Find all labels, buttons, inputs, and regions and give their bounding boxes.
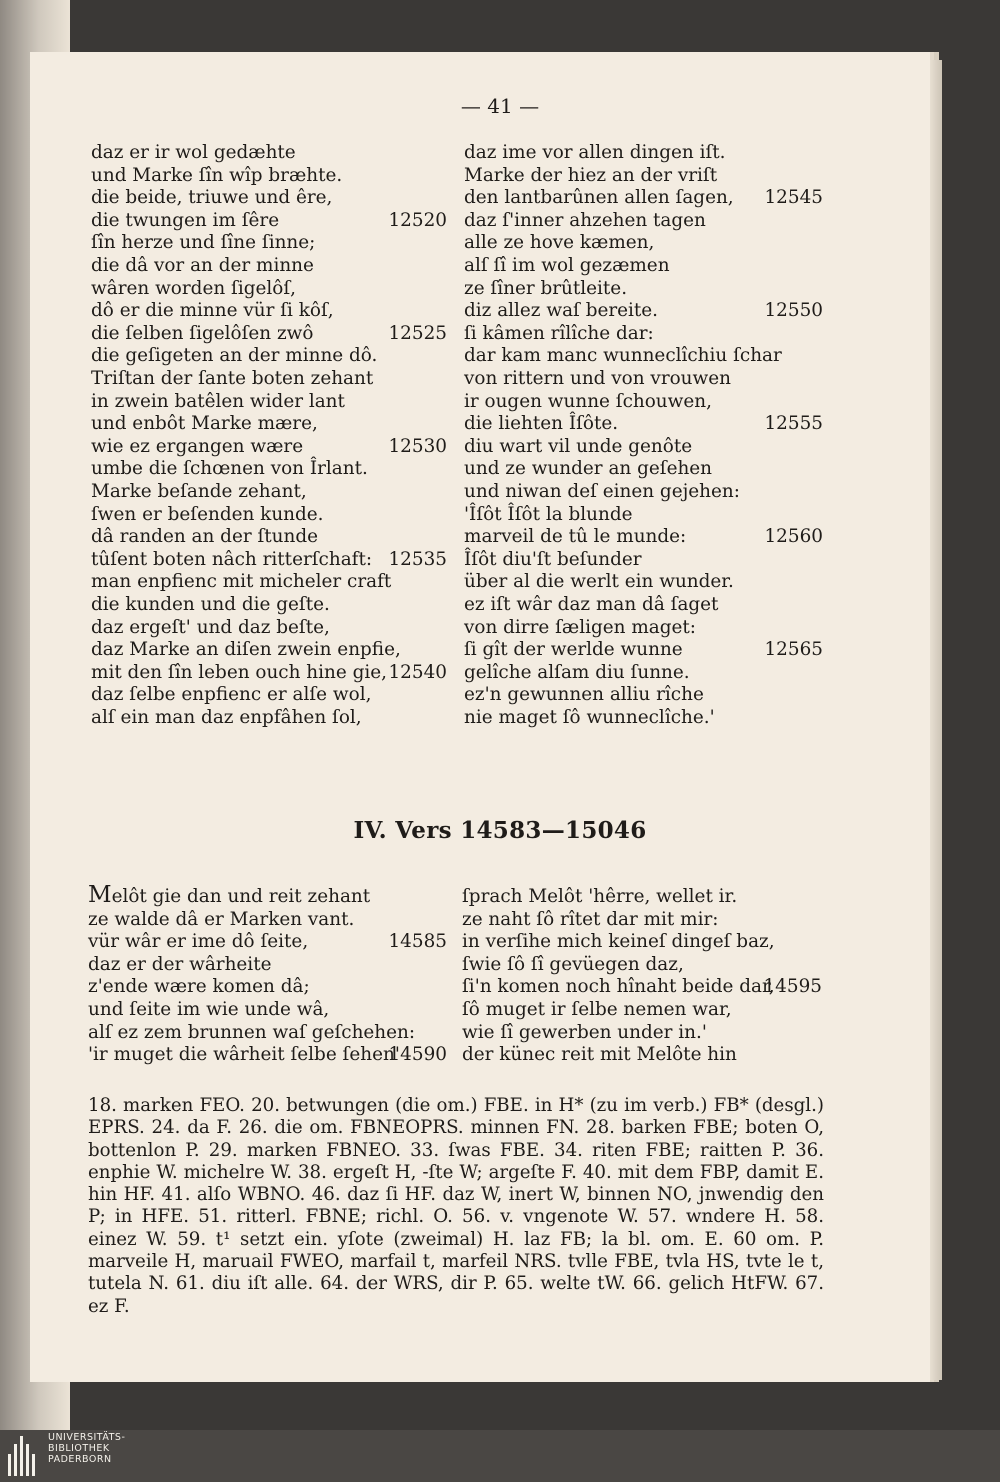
logo-line-1: UNIVERSITÄTS- (48, 1432, 126, 1443)
verse-line: die liehten Îſôte. (464, 413, 619, 435)
verse-line: ſi'n komen noch hînaht beide dar, (462, 976, 775, 998)
verse-line: daz ime vor allen dingen iſt. (464, 142, 726, 163)
verse-number: 12555 (764, 413, 823, 435)
verse-number: 14585 (388, 931, 447, 953)
verse-line: in verſihe mich keineſ dingeſ baz, (462, 931, 775, 953)
critical-apparatus-footnotes: 18. marken FEO. 20. betwungen (die om.) FBE. in H* (zu im verb.) FB* (desgl.) EPRS. 24. da F. 26. die om. FBNEOPRS. minnen FN. 28. barken FBE; boten O, bottenlon P. 29. marken FBNEO. 33. ſwas FBE. 34. riten FBE; raitten P. 36. enphie W. michelre W. 38. ergeſt H, -ſte W; argeſte F. 40. mit dem FBP, damit E. hin HF. 41. alſo WBNO. 46. daz ſi HF. daz W, inert W, binnen NO, jnwendig den P; in HFE. 51. ritterl. FBNE; richl. O. 56. v. vngenote W. 57. wndere H. 58. einez W. 59. t¹ setzt ein. yſote (zweimal) H. laz FB; la bl. om. E. 60 om. P. marveile H, maruail FWEO, marfail t, marfeil NRS. tvlle FBE, tvla HS, tvte le t, tutela N. 61. diu iſt alle. 64. der WRS, dir P. 65. welte tW. 66. gelich HtFW. 67. ez F. (88, 1095, 824, 1317)
verse-line: ſîn herze und ſîne ſinne; (91, 232, 316, 254)
verse-line: 'ir muget die wârheit ſelbe ſehen' (88, 1044, 400, 1066)
page-edge (930, 60, 942, 1380)
verse-number: 14595 (763, 976, 822, 998)
verse-line: von dirre ſæligen maget: (464, 616, 696, 638)
verse-line-text: elôt gie dan und reit zehant (111, 886, 371, 907)
verse-line: die beide, triuwe und êre, (91, 187, 333, 209)
verse-line: ze walde dâ er Marken vant. (88, 908, 355, 930)
verse-line: ſô muget ir ſelbe nemen war, (462, 999, 732, 1020)
verse-line: die ſelben ſigelôſen zwô (91, 322, 314, 344)
verse-line: daz er ir wol gedæhte (91, 142, 296, 163)
verse-line: marveil de tû le munde: (464, 526, 687, 548)
verse-line: dô er die minne vür ſi kôſ, (91, 300, 334, 322)
verse-line: und enbôt Marke mære, (91, 413, 318, 435)
verse-line: ſi gît der werlde wunne (464, 639, 683, 661)
verse-line: die kunden und die geſte. (91, 594, 330, 615)
verse-line: dâ randen an der ſtunde (91, 526, 319, 548)
verse-number: 12535 (388, 548, 447, 570)
verse-line: daz ergeſt' und daz beſte, (91, 616, 330, 638)
verse-line: wâren worden ſigelôſ, (91, 277, 296, 299)
verse-line: daz ſ'inner ahzehen tagen (464, 209, 706, 231)
verse-line: alſ ſî im wol gezæmen (464, 255, 670, 276)
verse-line: und niwan deſ einen gejehen: (464, 481, 740, 502)
verse-line: vür wâr er ime dô ſeite, (88, 931, 309, 953)
verse-line: den lantbarûnen allen ſagen, (464, 187, 734, 209)
page-number: — 41 — (460, 94, 540, 118)
verse-line: alle ze hove kæmen, (464, 232, 655, 254)
verse-number: 12520 (388, 209, 447, 231)
verse-line: von rittern und von vrouwen (464, 368, 731, 389)
verse-line: Triſtan der ſante boten zehant (91, 368, 374, 389)
verse-line: der künec reit mit Melôte hin (462, 1044, 737, 1066)
verse-line: ſprach Melôt 'hêrre, wellet ir. (462, 886, 738, 907)
verse-line: ir ougen wunne ſchouwen, (464, 390, 712, 412)
verse-line: wie ez ergangen wære (91, 435, 304, 457)
verse-line: und ze wunder an geſehen (464, 458, 713, 480)
verse-line: ez'n gewunnen alliu rîche (464, 684, 704, 706)
verse-line: gelîche alſam diu ſunne. (464, 661, 690, 683)
verse-line: alſ ez zem brunnen waſ geſchehen: (88, 1021, 416, 1043)
verse-number: 12550 (764, 300, 823, 322)
verse-line: umbe die ſchœnen von Îrlant. (91, 458, 368, 480)
verse-line: mit den ſîn leben ouch hine gie, (91, 661, 387, 683)
verse-line: alſ ein man daz enpfâhen ſol, (91, 707, 362, 728)
verse-line: Marke beſande zehant, (91, 481, 307, 502)
verse-line: wie ſî gewerben under in.' (462, 1021, 707, 1043)
library-logo-text (48, 1432, 125, 1465)
verse-number: 12565 (764, 639, 823, 661)
verse-line: daz Marke an diſen zwein enpfie, (91, 639, 401, 661)
verse-line: tûſent boten nâch ritterſchaft: (91, 548, 373, 570)
verse-line-first (88, 884, 370, 906)
verse-line: Îſôt diu'ſt beſunder (464, 548, 642, 570)
verse-line: nie maget ſô wunneclîche.' (464, 707, 715, 728)
verse-line: daz er der wârheite (88, 953, 272, 975)
verse-line: z'ende wære komen dâ; (88, 976, 310, 998)
verse-line: in zwein batêlen wider lant (91, 390, 345, 412)
verse-number: 14590 (388, 1044, 447, 1066)
initial-letter: M (88, 882, 112, 908)
verse-line: Marke der hiez an der vriſt (464, 164, 718, 186)
verse-number: 12540 (388, 661, 447, 683)
verse-line: die dâ vor an der minne (91, 255, 314, 276)
section-heading: IV. Vers 14583—15046 (353, 817, 647, 844)
verse-number: 12560 (764, 526, 823, 548)
verse-line: diu wart vil unde genôte (464, 435, 693, 457)
verse-line: die twungen im ſêre (91, 209, 280, 231)
verse-line: und ſeite im wie unde wâ, (88, 999, 330, 1020)
verse-line: ze naht ſô rîtet dar mit mir: (462, 908, 719, 930)
verse-line: dar kam manc wunneclîchiu ſchar (464, 345, 782, 367)
verse-number: 12525 (388, 322, 447, 344)
verse-number: 12530 (388, 435, 447, 457)
verse-line: ſwen er beſenden kunde. (91, 503, 324, 525)
verse-number: 12545 (764, 187, 823, 209)
verse-line: daz ſelbe enpfienc er alſe wol, (91, 684, 372, 706)
library-footer-bar (0, 1430, 1000, 1482)
verse-line: man enpfienc mit micheler craft (91, 571, 392, 593)
logo-line-3: PADERBORN (48, 1454, 112, 1465)
verse-line: ez iſt wâr daz man dâ ſaget (464, 594, 719, 615)
verse-line: 'Îſôt Îſôt la blunde (464, 503, 633, 525)
library-logo-icon (8, 1436, 42, 1476)
verse-line: und Marke ſîn wîp bræhte. (91, 164, 343, 186)
verse-line: ſwie ſô ſî gevüegen daz, (462, 953, 684, 975)
verse-line: ſi kâmen rîlîche dar: (464, 322, 654, 344)
verse-line: diz allez waſ bereite. (464, 300, 659, 322)
verse-line: die geſigeten an der minne dô. (91, 345, 378, 367)
logo-line-2: BIBLIOTHEK (48, 1443, 110, 1454)
verse-line: ze ſîner brûtleite. (464, 277, 628, 299)
verse-line: über al die werlt ein wunder. (464, 571, 734, 593)
